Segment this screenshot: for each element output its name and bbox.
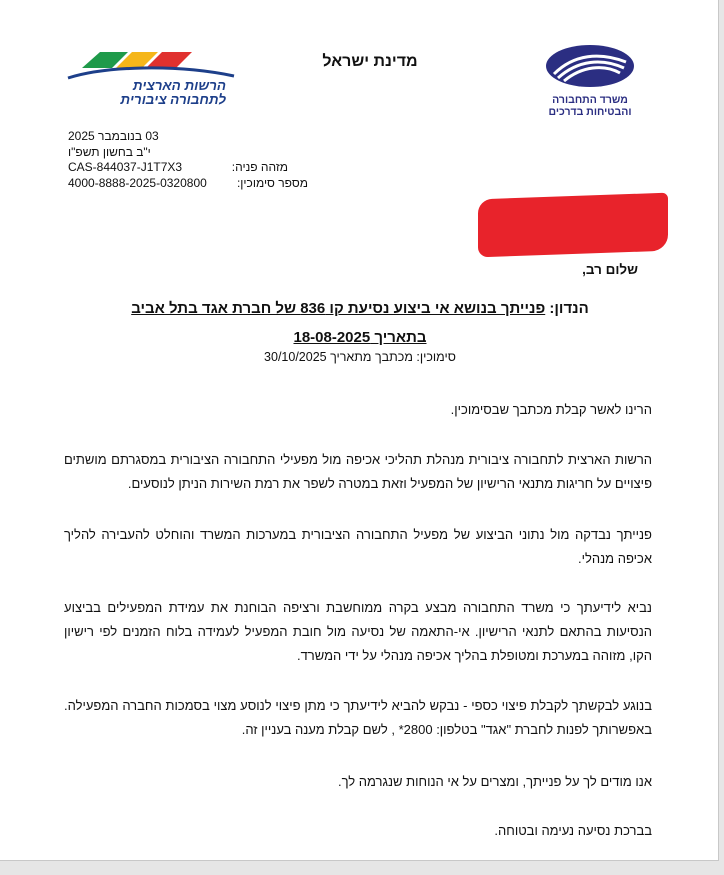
subject: [60, 294, 660, 352]
ministry-logo: [540, 44, 640, 124]
subject-line1: פנייתך בנושא אי ביצוע נסיעת קו 836 של חברת אגד בתל אביב: [131, 300, 546, 317]
redacted-recipient: [478, 193, 668, 258]
paragraph: הרשות הארצית לתחבורה ציבורית מנהלת תהליכי אכיפה מול מפעילי התחבורה הציבורית במסגרתם מושתים פיצויים על חריגות מתנאי הרישיון של המפעיל וזאת במטרה לשפר את רמת השירות הניתן לנוסעים.: [64, 452, 652, 491]
ministry-emblem-icon: [540, 44, 640, 92]
reference-no-label: מספר סימוכין:: [236, 175, 308, 190]
state-title: מדינת ישראל: [322, 53, 418, 70]
authority-logo: [66, 46, 236, 116]
paragraph: נביא לידיעתך כי משרד התחבורה מבצע בקרה ממוחשבת ורציפה הבוחנת את עמידת המפעילים בביצוע הנסיעות בהתאם לתנאי הרישיון. אי-התאמה של נסיעה מול חובת המפעיל לעמידה בלוח הזמנים לפי רישיון הקו, מזוהה במערכת ומטופלת בהליך אכיפה מנהלי על ידי המשרד.: [64, 600, 652, 663]
paragraph: אנו מודים לך על פנייתך, ומצרים על אי הנוחות שנגרמה לך.: [337, 774, 652, 789]
paragraph: בנוגע לבקשתך לקבלת פיצוי כספי - נבקש להביא לידיעתך כי מתן פיצוי לנוסע מצוי בסמכות החברה המפעילה. באפשרותך לפנות לחברת "אגד" בטלפון: 2800* , לשם קבלת מענה בעניין זה.: [64, 698, 652, 737]
date-gregorian: 03 בנובמבר 2025: [68, 129, 159, 143]
authority-logo-line1: הרשות הארצית: [132, 78, 226, 93]
reference-no-value: 4000-8888-2025-0320800: [68, 175, 207, 190]
inquiry-id-label: מזהה פניה:: [231, 160, 288, 174]
inquiry-id-value: CAS-844037-J1T7X3: [68, 160, 183, 174]
authority-emblem-icon: [66, 46, 236, 82]
paragraph: בברכת נסיעה נעימה ובטוחה.: [494, 823, 652, 838]
subject-line2: בתאריך 18-08-2025: [293, 329, 427, 346]
ministry-logo-line1: משרד התחבורה: [552, 94, 628, 106]
authority-logo-line2: לתחבורה ציבורית: [120, 92, 226, 107]
letter-meta: [68, 129, 308, 191]
subject-label: הנדון:: [549, 300, 589, 317]
paragraph: פנייתך נבדקה מול נתוני הביצוע של מפעיל התחבורה הציבורית במערכות המשרד והוחלט להעבירה להליך אכיפה מנהלי.: [64, 527, 652, 566]
date-hebrew: י"ב בחשון תשפ"ו: [68, 144, 151, 159]
reference-line: סימוכין: מכתבך מתאריך 30/10/2025: [264, 350, 456, 364]
greeting: שלום רב,: [582, 262, 638, 277]
ministry-logo-line2: והבטיחות בדרכים: [548, 106, 632, 118]
paragraph: הרינו לאשר קבלת מכתבך שבסימוכין.: [450, 402, 652, 417]
